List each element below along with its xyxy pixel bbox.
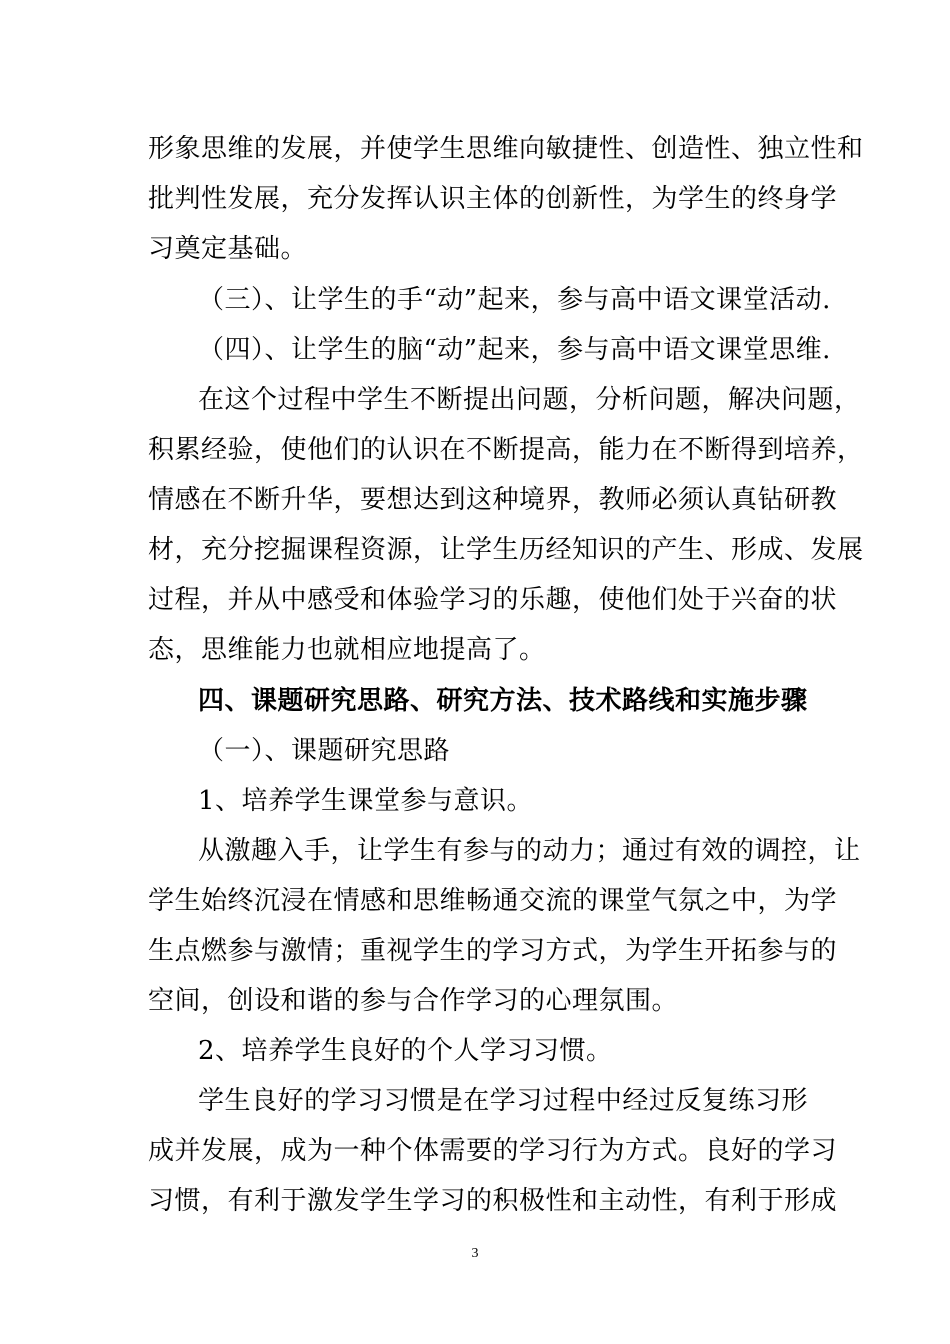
text-line: 成并发展，成为一种个体需要的学习行为方式。良好的学习 (148, 1136, 838, 1166)
text-line: 学生良好的学习习惯是在学习过程中经过反复练习形 (198, 1086, 808, 1116)
page-number: 3 (471, 1246, 479, 1261)
section-item-four: （四）、让学生的脑“动”起来，参与高中语文课堂思维. (198, 335, 831, 365)
section-item-three: （三）、让学生的手“动”起来，参与高中语文课堂活动. (198, 285, 831, 315)
text-line: 态，思维能力也就相应地提高了。 (148, 635, 546, 665)
text-line: 学生始终沉浸在情感和思维畅通交流的课堂气氛之中，为学 (148, 886, 838, 916)
numbered-item-1: 1、培养学生课堂参与意识。 (198, 786, 534, 816)
text-line: 过程，并从中感受和体验学习的乐趣，使他们处于兴奋的状 (148, 585, 838, 615)
text-line: 在这个过程中学生不断提出问题，分析问题，解决问题， (198, 385, 861, 415)
text-line: 习奠定基础。 (148, 234, 308, 264)
text-line: 情感在不断升华，要想达到这种境界，教师必须认真钻研教 (148, 485, 838, 515)
text-line: 批判性发展，充分发挥认识主体的创新性，为学生的终身学 (148, 184, 838, 214)
text-line: 材，充分挖掘课程资源，让学生历经知识的产生、形成、发展 (148, 535, 864, 565)
text-line: 积累经验，使他们的认识在不断提高，能力在不断得到培养， (148, 435, 864, 465)
section-heading: 四、课题研究思路、研究方法、技术路线和实施步骤 (198, 686, 808, 716)
text-line: 生点燃参与激情；重视学生的学习方式，为学生开拓参与的 (148, 936, 838, 966)
text-line: 形象思维的发展，并使学生思维向敏捷性、创造性、独立性和 (148, 134, 864, 164)
numbered-item-2: 2、培养学生良好的个人学习习惯。 (198, 1036, 613, 1066)
text-line: 空间，创设和谐的参与合作学习的心理氛围。 (148, 986, 679, 1016)
text-line: 习惯，有利于激发学生学习的积极性和主动性，有利于形成 (148, 1186, 838, 1216)
text-line: 从激趣入手，让学生有参与的动力；通过有效的调控，让 (198, 836, 861, 866)
subsection-heading: （一）、课题研究思路 (198, 736, 451, 766)
